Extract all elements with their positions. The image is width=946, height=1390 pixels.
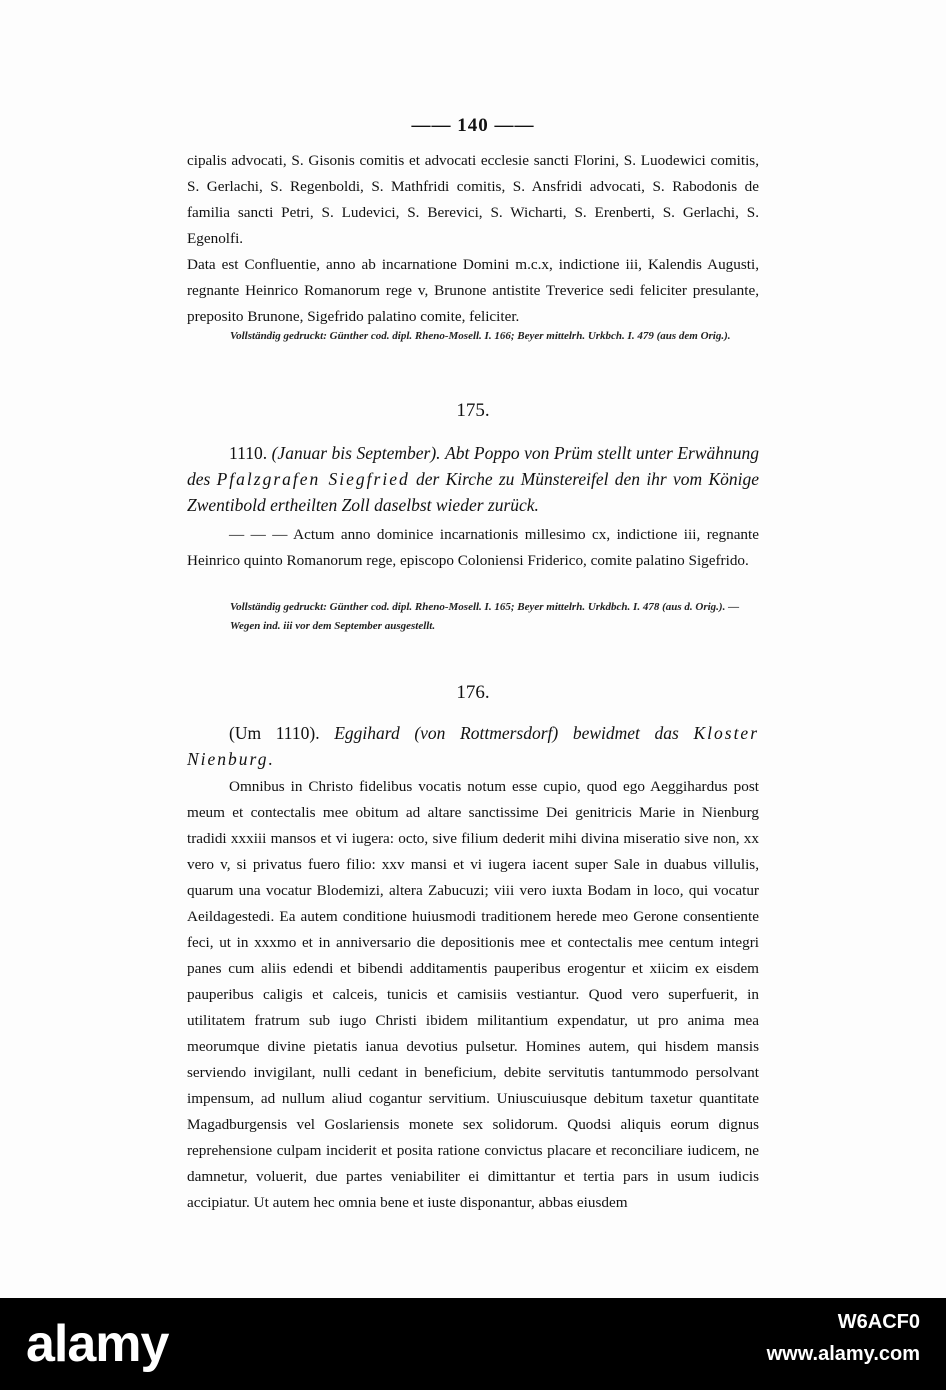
doc173-text (187, 148, 759, 330)
alamy-url: www.alamy.com (766, 1343, 920, 1365)
doc175-number: 175. (456, 400, 490, 421)
doc175-date: 1110. (229, 443, 268, 463)
doc175-text: — — — Actum anno dominice incarnationis millesimo cx, indictione iii, regnante Heinrico quinto Romanorum rege, episcopo Coloniensi Friderico, comite palatino Sigefrido. (187, 526, 759, 569)
doc176-number: 176. (456, 682, 490, 703)
doc176-text: Omnibus in Christo fidelibus vocatis notum esse cupio, quod ego Aeggihardus post meum et contectalis mee obitum ad altare sanctissime Dei genitricis Marie in Nienburg tradidi xxxiii mansos et vi iugera: octo, sive filium dederit mihi divina miseratio sive non, xx vero v, si privatus fuero filio: xxv mansi et vi iugera iacent super Sale in duabus villulis, quarum una vocatur Blodemizi, altera Zabucuzi; viii vero iuxta Bodam in loco, qui vocatur Aeildagestedi. Ea autem conditione huiusmodi traditionem herede meo Gerone consentiente feci, ut in xxxmo et in anniversario die depositionis mee et contectalis mee centum integri panes cum aliis edendi et bibendi additamentis pauperibus erogentur et xiicim ex eisdem pauperibus caligis et calceis, tunicis et camisiis vestiantur. Quod vero superfuerit, in utilitatem fratrum sub iugo Christi ibidem militantium expendatur, ut pro anima mea meorumque divine pietatis ianua devotius pulsetur. Homines autem, qui hisdem mansis serviendo invigilant, nulli cedant in beneficium, debite servitutis tantummodo persolvant impensum, ad nullum aliud cogantur servitium. Uniuscuiusque debitum taxetur quantitate Magadburgensis vel Goslariensis monete sex solidorum. Quodsi aliquis eorum dignus reprehensione culpam inciderit et posita ratione convictus placare et reconciliare iudicem, ne damnetur, voluerit, due partes veniabiliter ei dimittantur et tertia pars in usum iudicis accipiatur. Ut autem hec omnia bene et iuste disponantur, abbas eiusdem (187, 778, 759, 1211)
doc176-date: (Um 1110). (229, 723, 320, 743)
doc173-note: Vollständig gedruckt: Günther cod. dipl. Rheno-Mosell. I. 166; Beyer mittelrh. Urkbch. I. 479 (aus dem Orig.). (230, 330, 731, 342)
page-number: —— 140 —— (411, 115, 535, 136)
doc173-dating: Data est Confluentie, anno ab incarnatione Domini m.c.x, indictione iii, Kalendis Augusti, regnante Heinrico Romanorum rege v, Brunone antistite Treverice sedi feliciter presulante, preposito Brunone, Sigefrido palatino comite, feliciter. (187, 256, 759, 325)
doc176-regest (187, 720, 759, 772)
alamy-logo: alamy (26, 1315, 169, 1373)
doc175-regest-a: Abt Poppo von Prüm stellt unter Erwähnung des (187, 443, 759, 489)
image-code: W6ACF0 (837, 1311, 920, 1333)
doc173-continuation: cipalis advocati, S. Gisonis comitis et advocati ecclesie sancti Florini, S. Luodewici comitis, S. Gerlachi, S. Regenboldi, S. Mathfridi comitis, S. Ansfridi advocati, S. Rabodonis de familia sancti Petri, S. Ludevici, S. Berevici, S. Wicharti, S. Erenberti, S. Gerlachi, S. Egenolfi. (187, 152, 759, 247)
doc175-regest-b: der Kirche zu Münstereifel den ihr vom Könige Zwentibold ertheilten Zoll daselbst wieder zurück. (187, 469, 759, 515)
doc175-regest (187, 440, 759, 518)
doc176-regest-a: Eggihard (von Rottmersdorf) bewidmet das (334, 723, 679, 743)
doc176-regest-spaced: Kloster Nienburg. (187, 723, 760, 769)
watermark-bar (0, 1298, 946, 1390)
doc175-date-note: (Januar bis September). (271, 443, 441, 463)
doc175-regest-spaced: Pfalzgrafen Siegfried (216, 469, 410, 489)
doc175-note: Vollständig gedruckt: Günther cod. dipl. Rheno-Mosell. I. 165; Beyer mittelrh. Urkdbch. I. 478 (aus d. Orig.). — Wegen ind. iii vor dem September ausgestellt. (230, 601, 740, 632)
